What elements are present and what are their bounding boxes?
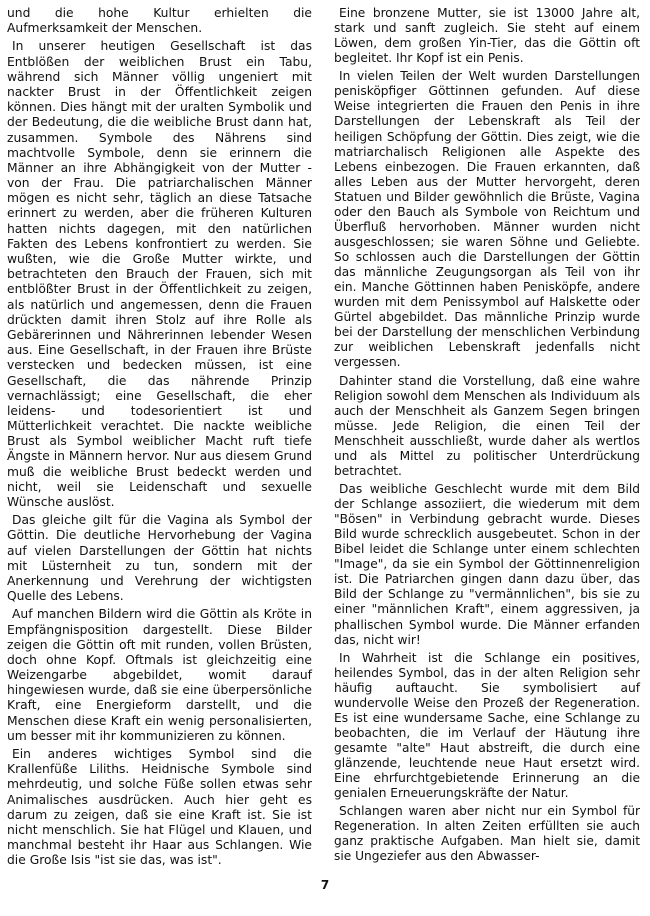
paragraph: In unserer heutigen Gesellschaft ist das Entblößen der weiblichen Brust ein Tabu, während sich Männer völlig ungeniert mit nackter Brust in der Öffentlichkeit zeigen können. Dies hängt mit der uralten Symbolik und der Bedeutung, die die weibliche Brust dann hat, zusammen. Symbole des Nährens sind machtvolle Symbole, denn sie erinnern die Männer an ihre Abhängigkeit von der Mutter - von der Frau. Die patriarchalischen Männer mögen es nicht sehr, täglich an diese Tatsache erinnert zu werden, aber die früheren Kulturen hatten nichts dagegen, mit den natürlichen Fakten des Lebens konfrontiert zu werden. Sie wußten, wie die Große Mutter wirkte, und betrachteten den Brauch der Frauen, sich mit entblößter Brust in der Öffentlichkeit zu zeigen, als natürlich und angemessen, denn die Frauen drückten damit ihren Stolz auf ihre Rolle als Gebärerinnen und Nährerinnen lebender Wesen aus. Eine Gesellschaft, in der Frauen ihre Brüste verstecken und bedecken müssen, ist eine Gesellschaft, die das nährende Prinzip vernachlässigt; eine Gesellschaft, die eher leidens- und todesorientiert ist und Mütterlichkeit verachtet. Die nackte weibliche Brust als Symbol weiblicher Macht ruft tiefe Ängste in Männern hervor. Nur aus diesem Grund muß die weibliche Brust bedeckt werden und nicht, weil sie Leidenschaft und sexuelle Wünsche auslöst. — [7, 39, 312, 509]
paragraph: und die hohe Kultur erhielten die Aufmerksamkeit der Menschen. — [7, 6, 312, 36]
right-text-column — [334, 6, 640, 868]
paragraph: Das weibliche Geschlecht wurde mit dem Bild der Schlange assoziiert, die wiederum mit dem "Bösen" in Verbindung gebracht wurde. Dieses Bild wurde schrecklich ausgebeutet. Schon in der Bibel leidet die Schlange unter einem schlechten "Image", da sie ein Symbol der Göttinnenreligion ist. Die Patriarchen gingen dann dazu über, das Bild der Schlange zu "vermännlichen", bis sie zu einer "männlichen Kraft", einem aggressiven, ja phallischen Symbol wurde. Die Männer erfanden das, nicht wir! — [334, 481, 640, 647]
paragraph: Das gleiche gilt für die Vagina als Symbol der Göttin. Die deutliche Hervorhebung der Vagina auf vielen Darstellungen der Göttin hat nichts mit Lüsternheit zu tun, sondern mit der Anerkennung und Verehrung der wichtigsten Quelle des Lebens. — [7, 513, 312, 604]
left-text-column — [7, 6, 312, 872]
page-number: 7 — [320, 878, 330, 892]
paragraph: Eine bronzene Mutter, sie ist 13000 Jahre alt, stark und sanft zugleich. Sie steht auf einem Löwen, dem großen Yin-Tier, das die Göttin oft begleitet. Ihr Kopf ist ein Penis. — [334, 6, 640, 66]
paragraph: In vielen Teilen der Welt wurden Darstellungen penisköpfiger Göttinnen gefunden. Auf diese Weise integrierten die Frauen den Penis in ihre Darstellungen der Lebenskraft als Teil der heiligen Schöpfung der Göttin. Dies zeigt, wie die matriarchalisch Religionen alle Aspekte des Lebens einbezogen. Die Frauen erkannten, daß alles Leben aus der Mutter hervorgeht, deren Statuen und Bilder gewöhnlich die Brüste, Vagina oder den Bauch als Symbole von Reichtum und Überfluß hervorhoben. Männer wurden nicht ausgeschlossen; sie waren Söhne und Geliebte. So schlossen auch die Darstellungen der Göttin das männliche Zeugungsorgan als Teil von ihr ein. Manche Göttinnen haben Penisköpfe, andere wurden mit dem Penissymbol auf Halskette oder Gürtel abgebildet. Das männliche Prinzip wurde bei der Darstellung der menschlichen Verbindung zur weiblichen Lebenskraft jedenfalls nicht vergessen. — [334, 69, 640, 370]
paragraph: In Wahrheit ist die Schlange ein positives, heilendes Symbol, das in der alten Religion sehr häufig auftaucht. Sie symbolisiert auf wundervolle Weise den Prozeß der Regeneration. Es ist eine wundersame Sache, eine Schlange zu beobachten, die im Verlauf der Häutung ihre gesamte "alte" Haut abstreift, die durch eine glänzende, leuchtende neue Haut ersetzt wird. Eine ehrfurchtgebietende Erinnerung an die genialen Erneuerungskräfte der Natur. — [334, 650, 640, 801]
paragraph: Auf manchen Bildern wird die Göttin als Kröte in Empfängnisposition dargestellt. Diese Bilder zeigen die Göttin oft mit runden, vollen Brüsten, doch ohne Kopf. Oftmals ist gleichzeitig eine Weizengarbe abgebildet, womit darauf hingewiesen wurde, daß sie eine überpersönliche Kraft, eine Energieform darstellt, und die Menschen diese Kraft ein wenig personalisierten, um besser mit ihr kommunizieren zu können. — [7, 607, 312, 743]
paragraph: Dahinter stand die Vorstellung, daß eine wahre Religion sowohl dem Menschen als Individuum als auch der Menschheit als Ganzem Segen bringen müsse. Jede Religion, die einen Teil der Menschheit ausschließt, wurde daher als wertlos und als Mittel zu politischer Unterdrückung betrachtet. — [334, 373, 640, 478]
paragraph: Schlangen waren aber nicht nur ein Symbol für Regeneration. In alten Zeiten erfüllten sie auch ganz praktische Aufgaben. Man hielt sie, damit sie Ungeziefer aus den Abwasser- — [334, 804, 640, 864]
paragraph: Ein anderes wichtiges Symbol sind die Krallenfüße Liliths. Heidnische Symbole sind mehrdeutig, und solche Füße sollen etwas sehr Animalisches ausdrücken. Auch hier geht es darum zu zeigen, daß sie eine Kraft ist. Sie ist nicht menschlich. Sie hat Flügel und Klauen, und manchmal besteht ihr Haar aus Schlangen. Wie die Große Isis "ist sie das, was ist". — [7, 747, 312, 868]
